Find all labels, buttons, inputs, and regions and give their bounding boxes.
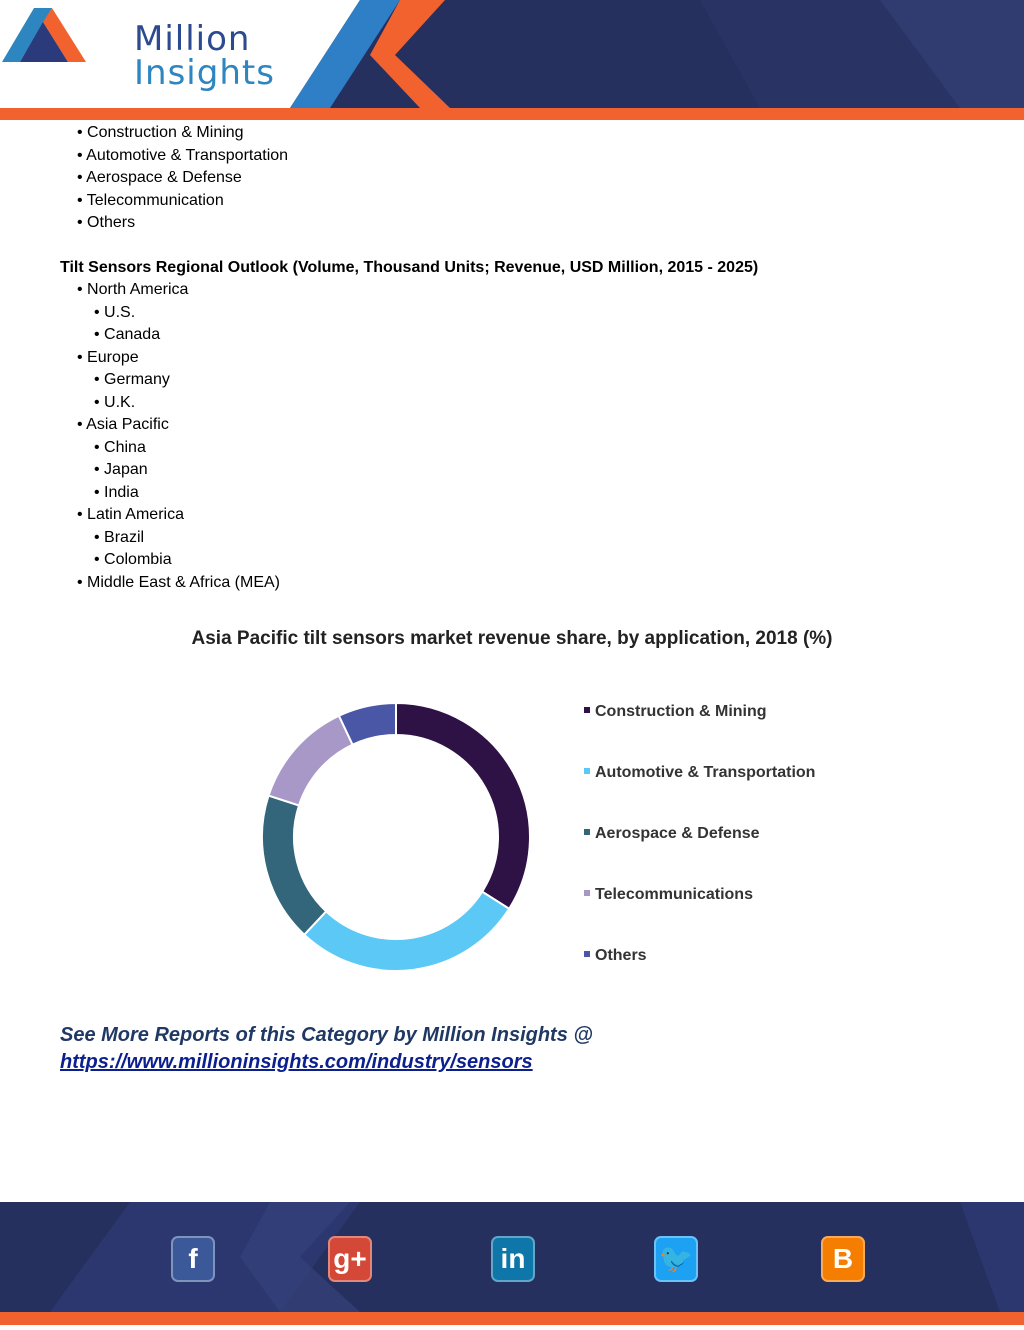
country-item: • Japan xyxy=(94,461,148,478)
donut-slice-aerospace-defense xyxy=(262,796,326,935)
donut-slice-automotive-transportation xyxy=(304,892,509,971)
region-item: • Asia Pacific xyxy=(77,416,169,433)
facebook-icon[interactable]: f xyxy=(171,1236,215,1282)
legend-item xyxy=(584,703,767,721)
legend-swatch xyxy=(584,829,590,835)
region-item: • North America xyxy=(77,281,189,298)
country-item: • Germany xyxy=(94,371,170,388)
legend-label: Others xyxy=(595,947,647,964)
application-list-item: • Aerospace & Defense xyxy=(77,169,242,186)
legend-label: Automotive & Transportation xyxy=(595,764,816,781)
legend-label: Aerospace & Defense xyxy=(595,825,760,842)
legend-item xyxy=(584,947,647,965)
donut-slice-telecommunications xyxy=(269,716,353,806)
region-item: • Europe xyxy=(77,348,139,366)
donut-chart xyxy=(0,660,1024,1000)
brand-line1: Million xyxy=(134,19,251,59)
application-list-item: • Telecommunication xyxy=(77,191,224,209)
brand-name xyxy=(134,19,275,93)
report-content xyxy=(60,122,960,594)
legend-swatch xyxy=(584,768,590,774)
linkedin-icon[interactable]: in xyxy=(491,1236,535,1282)
region-item: • Latin America xyxy=(77,506,184,523)
blogger-icon[interactable]: B xyxy=(821,1236,865,1282)
brand-line2: Insights xyxy=(134,53,275,93)
chart-title: Asia Pacific tilt sensors market revenue share, by application, 2018 (%) xyxy=(191,628,833,649)
legend-label: Telecommunications xyxy=(595,886,753,903)
page-header xyxy=(0,0,1024,120)
more-reports-link[interactable]: https://www.millioninsights.com/industry/sensors xyxy=(60,1051,533,1073)
application-list xyxy=(60,122,960,235)
more-reports-text: See More Reports of this Category by Million Insights @ xyxy=(60,1024,593,1046)
country-item: • China xyxy=(94,438,146,456)
legend-label: Construction & Mining xyxy=(595,703,767,720)
donut-slice-construction-mining xyxy=(396,703,530,909)
application-list-item: • Construction & Mining xyxy=(77,124,244,141)
country-item: • India xyxy=(94,483,139,501)
application-list-item: • Automotive & Transportation xyxy=(77,146,289,164)
legend-swatch xyxy=(584,707,590,713)
country-item: • U.S. xyxy=(94,303,136,321)
legend-item xyxy=(584,886,753,904)
country-item: • Colombia xyxy=(94,551,172,568)
country-item: • U.K. xyxy=(94,393,136,411)
country-item: • Canada xyxy=(94,326,161,343)
more-reports xyxy=(60,1022,593,1076)
legend-item xyxy=(584,825,760,843)
application-list-item: • Others xyxy=(77,214,136,231)
region-item: • Middle East & Africa (MEA) xyxy=(77,573,280,591)
regional-list xyxy=(60,279,960,594)
legend-item xyxy=(584,764,815,782)
legend-swatch xyxy=(584,951,590,957)
regional-heading: Tilt Sensors Regional Outlook (Volume, Thousand Units; Revenue, USD Million, 2015 - 2025) xyxy=(60,258,759,276)
google-plus-icon[interactable]: g+ xyxy=(328,1236,372,1282)
twitter-icon[interactable]: 🐦 xyxy=(654,1236,698,1282)
legend-swatch xyxy=(584,890,590,896)
country-item: • Brazil xyxy=(94,528,145,546)
